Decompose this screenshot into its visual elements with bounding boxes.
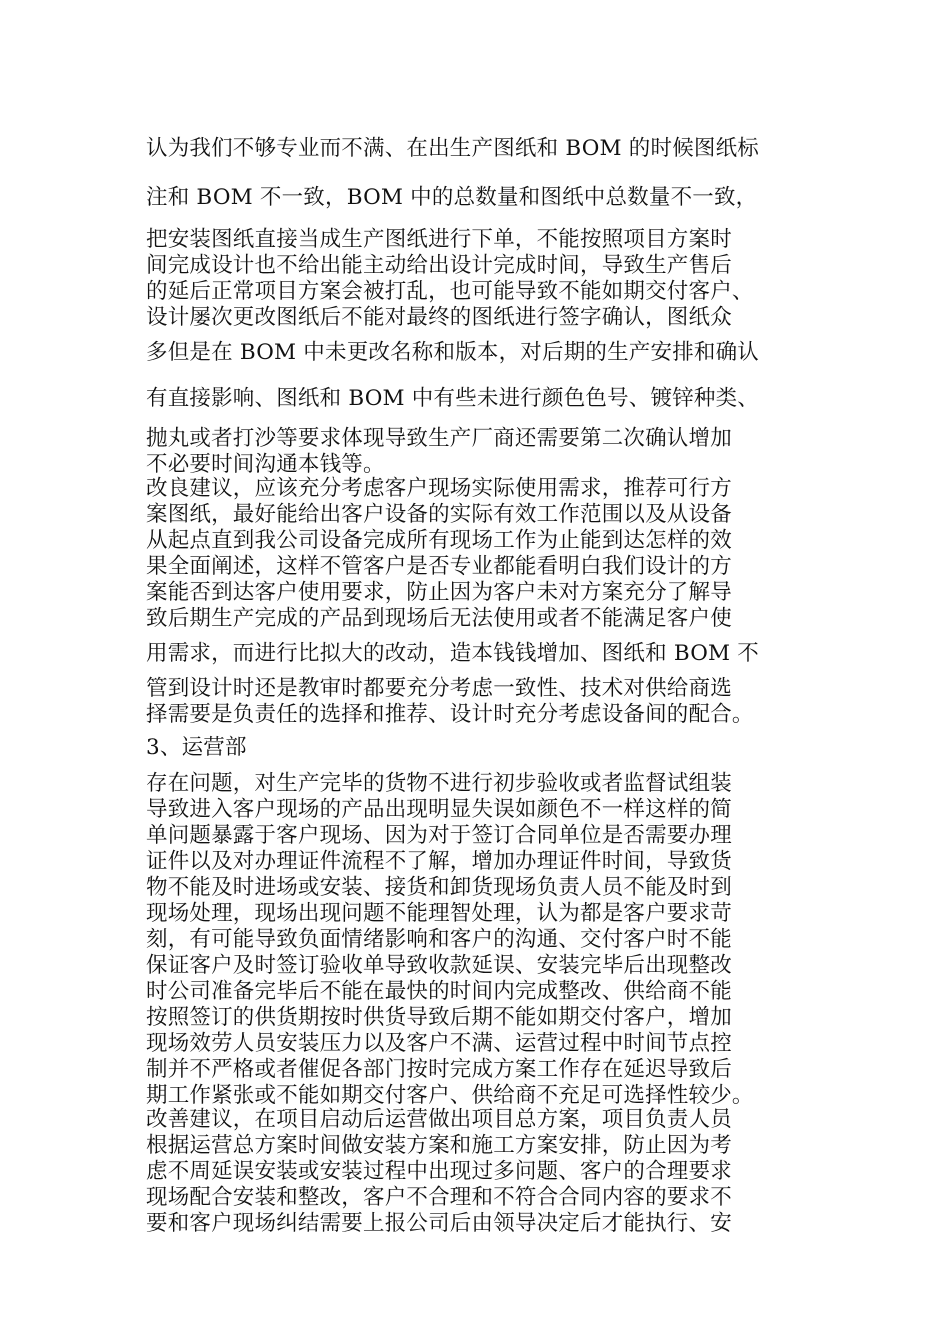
text-line: 择需要是负责任的选择和推荐、设计时充分考虑设备间的配合。 xyxy=(146,702,754,727)
text-line: 改良建议，应该充分考虑客户现场实际使用需求，推荐可行方 xyxy=(146,476,732,501)
text-line: 按照签订的供货期按时供货导致后期不能如期交付客户，增加 xyxy=(146,1005,732,1030)
text-line: 单问题暴露于客户现场、因为对于签订合同单位是否需要办理 xyxy=(146,823,732,848)
text-line: 存在问题，对生产完毕的货物不进行初步验收或者监督试组装 xyxy=(146,771,732,796)
text-line: 注和 BOM 不一致，BOM 中的总数量和图纸中总数量不一致， xyxy=(146,185,758,210)
text-line: 管到设计时还是教审时都要充分考虑一致性、技术对供给商选 xyxy=(146,676,732,701)
text-line: 的延后正常项目方案会被打乱，也可能导致不能如期交付客户、 xyxy=(146,279,754,304)
text-line: 导致进入客户现场的产品出现明显失误如颜色不一样这样的简 xyxy=(146,797,732,822)
text-line: 用需求，而进行比拟大的改动，造本钱钱增加、图纸和 BOM 不 xyxy=(146,641,760,666)
text-line: 现场处理，现场出现问题不能理智处理，认为都是客户要求苛 xyxy=(146,901,732,926)
text-line: 致后期生产完成的产品到现场后无法使用或者不能满足客户使 xyxy=(146,606,732,631)
text-line: 把安装图纸直接当成生产图纸进行下单，不能按照项目方案时 xyxy=(146,227,732,252)
text-line: 保证客户及时签订验收单导致收款延误、安装完毕后出现整改 xyxy=(146,953,732,978)
text-line: 物不能及时进场或安装、接货和卸货现场负责人员不能及时到 xyxy=(146,875,732,900)
text-line: 期工作紧张或不能如期交付客户、供给商不充足可选择性较少。 xyxy=(146,1083,754,1108)
text-line: 要和客户现场纠结需要上报公司后由领导决定后才能执行、安 xyxy=(146,1211,732,1236)
text-line: 有直接影响、图纸和 BOM 中有些未进行颜色色号、镀锌种类、 xyxy=(146,386,760,411)
text-line: 现场配合安装和整改，客户不合理和不符合合同内容的要求不 xyxy=(146,1185,732,1210)
text-line: 多但是在 BOM 中未更改名称和版本，对后期的生产安排和确认 xyxy=(146,340,760,365)
text-line: 制并不严格或者催促各部门按时完成方案工作存在延迟导致后 xyxy=(146,1057,732,1082)
text-line: 现场效劳人员安装压力以及客户不满、运营过程中时间节点控 xyxy=(146,1031,732,1056)
text-line: 认为我们不够专业而不满、在出生产图纸和 BOM 的时候图纸标 xyxy=(146,136,760,161)
text-line: 改善建议，在项目启动后运营做出项目总方案，项目负责人员 xyxy=(146,1107,732,1132)
text-line: 根据运营总方案时间做安装方案和施工方案安排，防止因为考 xyxy=(146,1133,732,1158)
text-line: 抛丸或者打沙等要求体现导致生产厂商还需要第二次确认增加 xyxy=(146,426,732,451)
text-line: 虑不周延误安装或安装过程中出现过多问题、客户的合理要求 xyxy=(146,1159,732,1184)
text-line: 案能否到达客户使用要求，防止因为客户未对方案充分了解导 xyxy=(146,580,732,605)
text-line: 设计屡次更改图纸后不能对最终的图纸进行签字确认，图纸众 xyxy=(146,305,732,330)
text-line: 不必要时间沟通本钱等。 xyxy=(146,452,385,477)
text-line: 刻，有可能导致负面情绪影响和客户的沟通、交付客户时不能 xyxy=(146,927,732,952)
text-line: 间完成设计也不给出能主动给出设计完成时间，导致生产售后 xyxy=(146,253,732,278)
text-line: 时公司准备完毕后不能在最快的时间内完成整改、供给商不能 xyxy=(146,979,732,1004)
text-line: 案图纸，最好能给出客户设备的实际有效工作范围以及从设备 xyxy=(146,502,732,527)
section-heading: 3、运营部 xyxy=(146,735,247,760)
text-line: 证件以及对办理证件流程不了解，增加办理证件时间，导致货 xyxy=(146,849,732,874)
text-line: 果全面阐述，这样不管客户是否专业都能看明白我们设计的方 xyxy=(146,554,732,579)
text-line: 从起点直到我公司设备完成所有现场工作为止能到达怎样的效 xyxy=(146,528,732,553)
